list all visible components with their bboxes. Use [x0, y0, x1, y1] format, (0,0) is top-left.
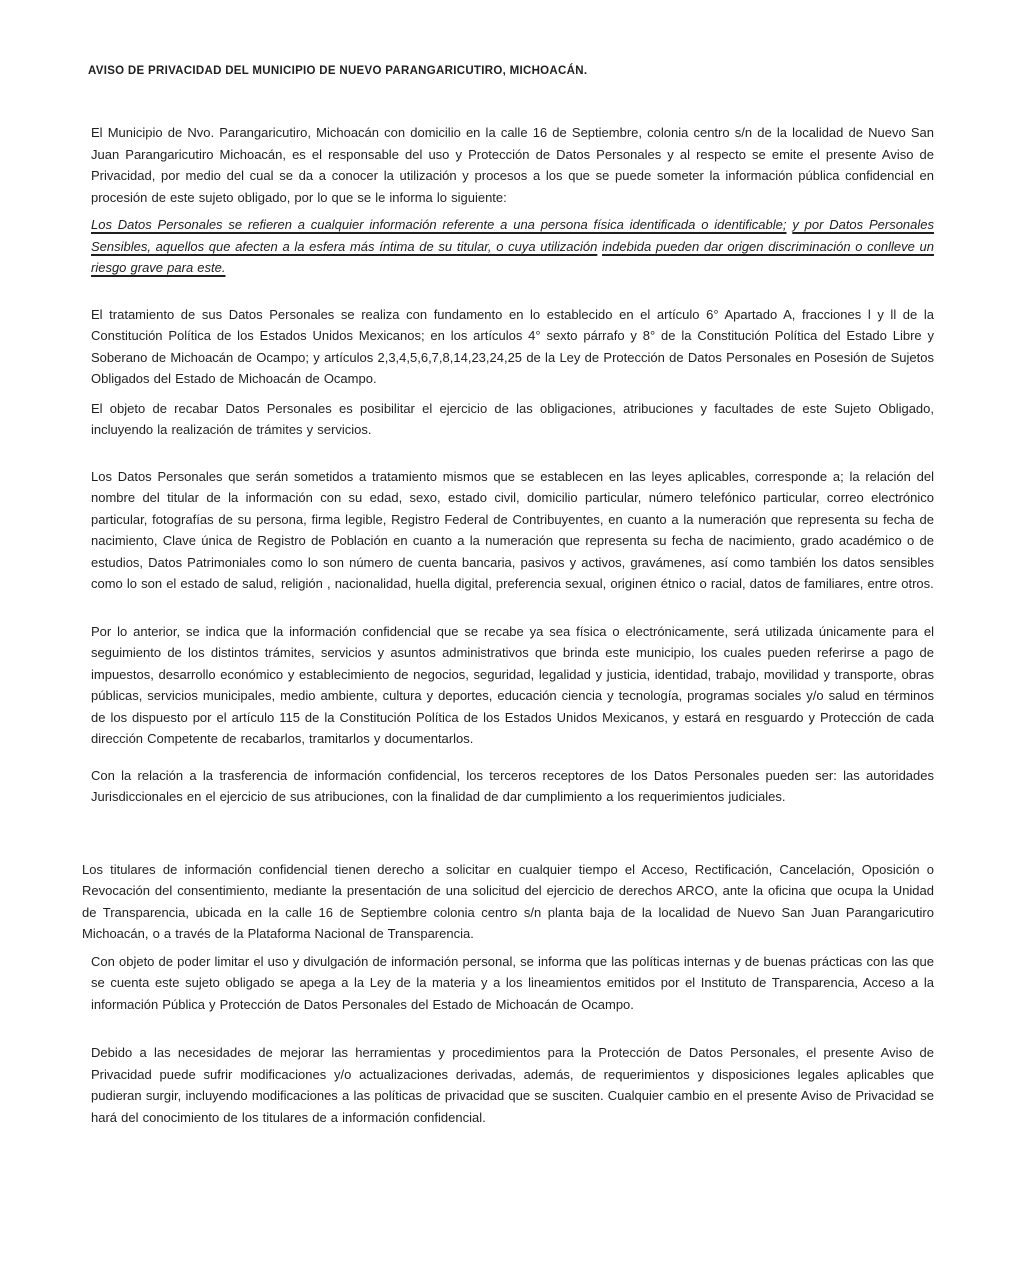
- paragraph-uso-de-informacion: Por lo anterior, se indica que la información confidencial que se recabe ya sea física o electrónicamente, será utilizada únicamente para el seguimiento de los distintos trámites, servicios y asuntos administrativos que brinda este municipio, los cuales pueden referirse a pago de impuestos, desarrollo económico y establecimiento de negocios, seguridad, legalidad y justicia, identidad, trabajo, movilidad y transporte, obras públicas, servicios municipales, medio ambiente, cultura y deportes, educación ciencia y tecnología, programas sociales y/o salud en términos de los dispuesto por el artículo 115 de la Constitución Política de los Estados Unidos Mexicanos, y estará en resguardo y Protección de cada dirección Competente de recabarlos, tramitarlos y documentarlos.: [91, 623, 934, 746]
- document-title: AVISO DE PRIVACIDAD DEL MUNICIPIO DE NUEVO PARANGARICUTIRO, MICHOACÁN.: [88, 65, 588, 77]
- underlined-segment-3: indebida pueden dar origen discriminación o conlleve un riesgo grave para este.: [91, 238, 934, 275]
- underlined-segment-2: y por Datos Personales Sensibles, aquellos que afecten a la esfera más íntima de su titular, o cuya utilización: [91, 217, 935, 254]
- paragraph-modificaciones-aviso: Debido a las necesidades de mejorar las herramientas y procedimientos para la Protección de Datos Personales, el presente Aviso de Privacidad puede sufrir modificaciones y/o actualizaciones derivadas, además, de requerimientos y disposiciones legales aplicables que pudieran surgir, incluyendo modificaciones a las políticas de privacidad que se susciten. Cualquier cambio en el presente Aviso de Privacidad se hará del conocimiento de los titulares de a información confidencial.: [91, 1045, 934, 1125]
- paragraph-transferencia-informacion: Con la relación a la trasferencia de información confidencial, los terceros receptores de los Datos Personales pueden ser: las autoridades Jurisdiccionales en el ejercicio de sus atribuciones, con la finalidad de dar cumplimiento a los requerimientos judiciales.: [91, 767, 934, 804]
- paragraph-definicion-datos-personales: [91, 214, 934, 279]
- paragraph-datos-sometidos-tratamiento: Los Datos Personales que serán sometidos a tratamiento mismos que se establecen en las leyes aplicables, corresponde a; la relación del nombre del titular de la información con su edad, sexo, estado civil, domicilio particular, número telefónico particular, correo electrónico particular, fotografías de su persona, firma legible, Registro Federal de Contribuyentes, en cuanto a la numeración que representa su fecha de nacimiento, Clave única de Registro de Población en cuanto a la numeración que representa su fecha de nacimiento, grado académico o de estudios, Datos Patrimoniales como lo son número de cuenta bancaria, pasivos y activos, gravámenes, así como también los datos sensibles como lo son el estado de salud, religión , nacionalidad, huella digital, preferencia sexual, originen étnico o racial, datos de familiares, entre otros.: [91, 468, 934, 591]
- paragraph-introduccion-responsable: El Municipio de Nvo. Parangaricutiro, Michoacán con domicilio en la calle 16 de Septiembre, colonia centro s/n de la localidad de Nuevo San Juan Parangaricutiro Michoacán, es el responsable del uso y Protección de Datos Personales y al respecto se emite el presente Aviso de Privacidad, por medio del cual se da a conocer la utilización y procesos a los que se puede someter la información pública confidencial en procesión de este sujeto obligado, por lo que se le informa lo siguiente:: [91, 125, 934, 205]
- paragraph-limitar-uso-divulgacion: Con objeto de poder limitar el uso y divulgación de información personal, se informa que las políticas internas y de buenas prácticas con las que se cuenta este sujeto obligado se apega a la Ley de la materia y a los lineamientos emitidos por el Instituto de Transparencia, Acceso a la información Pública y Protección de Datos Personales del Estado de Michoacán de Ocampo.: [91, 953, 934, 1012]
- paragraph-derechos-arco: Los titulares de información confidencial tienen derecho a solicitar en cualquier tiempo el Acceso, Rectificación, Cancelación, Oposición o Revocación del consentimiento, mediante la presentación de una solicitud del ejercicio de derechos ARCO, ante la oficina que ocupa la Unidad de Transparencia, ubicada en la calle 16 de Septiembre colonia centro s/n planta baja de la localidad de Nuevo San Juan Parangaricutiro Michoacán, o a través de la Plataforma Nacional de Transparencia.: [82, 861, 934, 941]
- paragraph-fundamento-legal: El tratamiento de sus Datos Personales se realiza con fundamento en lo establecido en el artículo 6° Apartado A, fracciones l y ll de la Constitución Política de los Estados Unidos Mexicanos; en los artículos 4° sexto párrafo y 8° de la Constitución Política del Estado Libre y Soberano de Michoacán de Ocampo; y artículos 2,3,4,5,6,7,8,14,23,24,25 de la Ley de Protección de Datos Personales en Posesión de Sujetos Obligados del Estado de Michoacán de Ocampo.: [91, 306, 934, 386]
- underlined-segment-1: Los Datos Personales se refieren a cualquier información referente a una persona física identificada o identificable;: [91, 217, 787, 232]
- paragraph-objeto-recabar: El objeto de recabar Datos Personales es posibilitar el ejercicio de las obligaciones, atribuciones y facultades de este Sujeto Obligado, incluyendo la realización de trámites y servicios.: [91, 400, 934, 437]
